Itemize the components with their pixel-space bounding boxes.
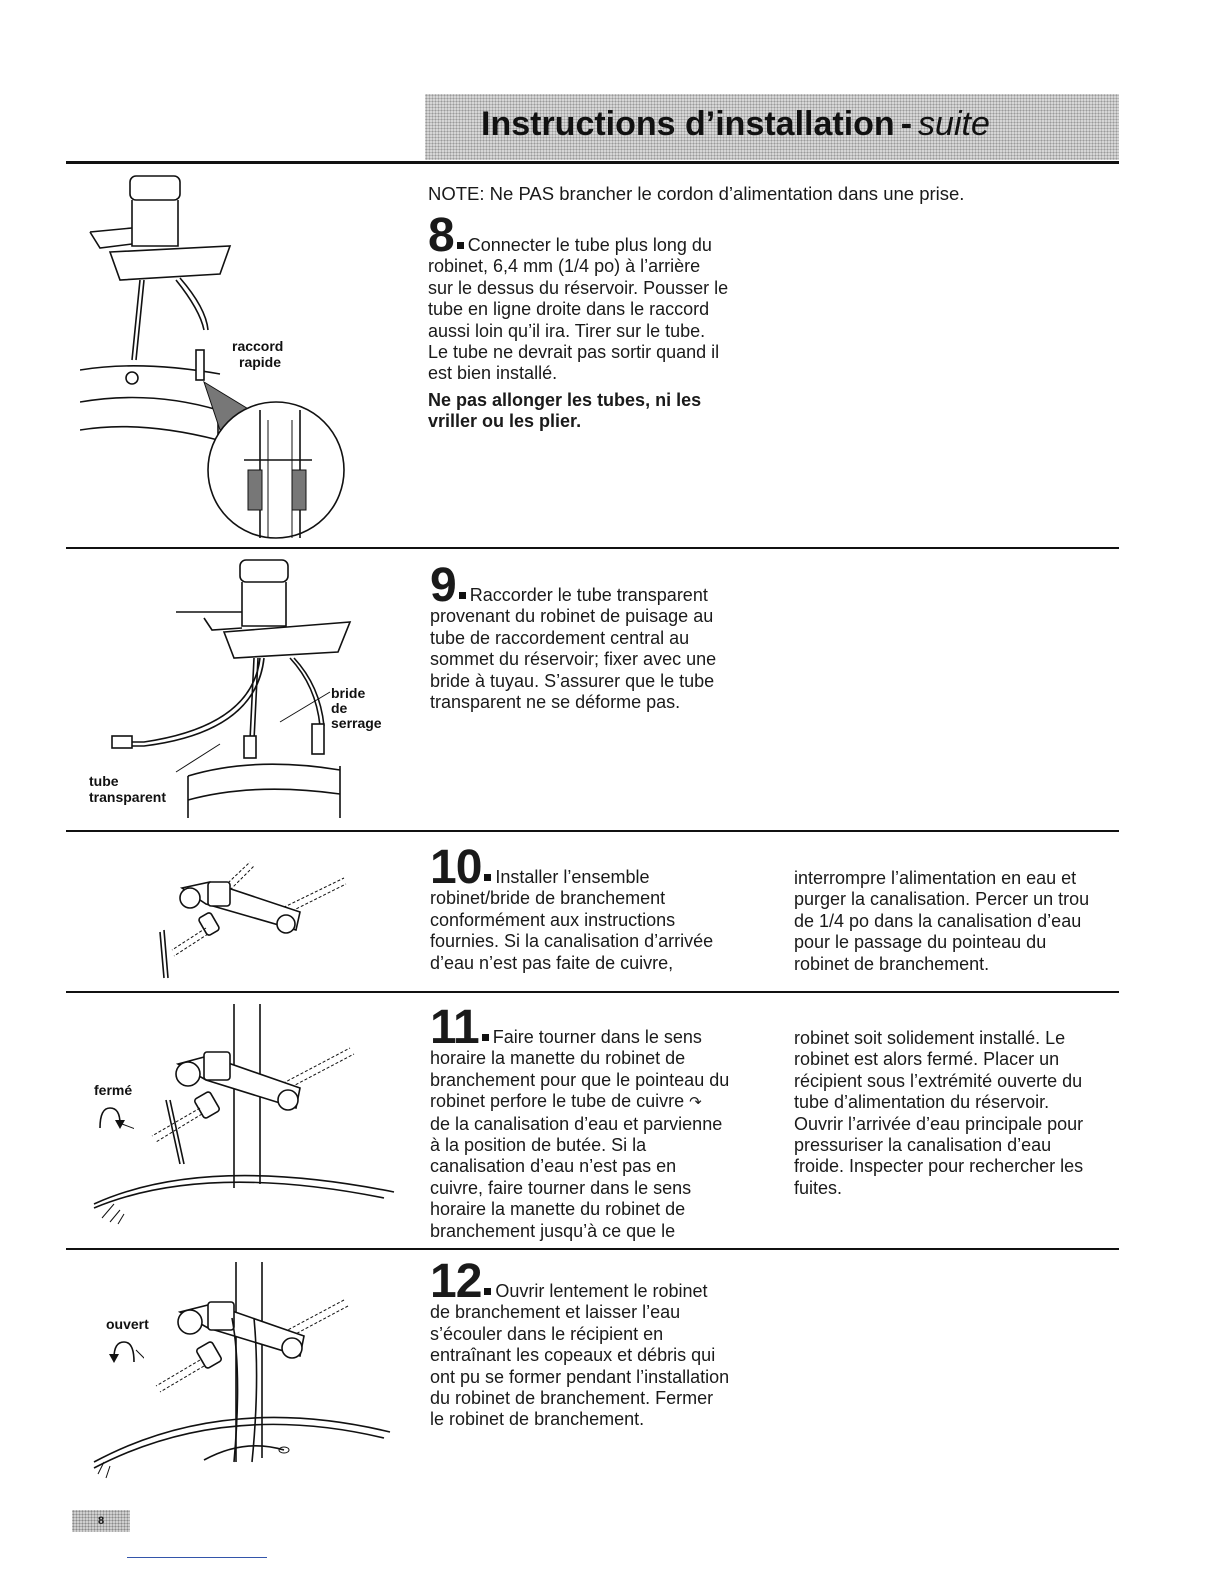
step-line: Connecter le tube plus long du bbox=[467, 235, 712, 255]
step-line: tube d’alimentation du réservoir. bbox=[794, 1092, 1050, 1113]
step-line: aussi loin qu’il ira. Tirer sur le tube. bbox=[428, 320, 706, 341]
step-line: tube de raccordement central au bbox=[430, 627, 690, 648]
clockwise-arrow-icon bbox=[94, 1102, 134, 1137]
step-line: Raccorder le tube transparent bbox=[469, 585, 708, 605]
step-line: récipient sous l’extrémité ouverte du bbox=[794, 1070, 1083, 1091]
step-line: provenant du robinet de puisage au bbox=[430, 606, 714, 627]
section-divider bbox=[66, 1248, 1119, 1250]
step-11-text-col1 bbox=[430, 1001, 790, 1242]
step-line: conformément aux instructions bbox=[430, 909, 676, 930]
note-text: NOTE: Ne PAS brancher le cordon d’alimentation dans une prise. bbox=[428, 183, 965, 204]
step-line: le robinet de branchement. bbox=[430, 1409, 645, 1430]
bullet-dot bbox=[484, 1288, 491, 1295]
step-line: est bien installé. bbox=[428, 363, 558, 384]
step-line: canalisation d’eau n’est pas en bbox=[430, 1156, 677, 1177]
bullet-dot bbox=[484, 874, 491, 881]
step-line: fuites. bbox=[794, 1177, 843, 1198]
step-line: Faire tourner dans le sens bbox=[492, 1027, 702, 1047]
bullet-dot bbox=[482, 1034, 489, 1041]
step-8-illustration bbox=[80, 170, 370, 555]
step-line: du robinet de branchement. Fermer bbox=[430, 1388, 714, 1409]
section-divider bbox=[66, 547, 1119, 549]
step-line: robinet de branchement. bbox=[794, 953, 990, 974]
step-line: purger la canalisation. Percer un trou bbox=[794, 889, 1090, 910]
step-line: de 1/4 po dans la canalisation d’eau bbox=[794, 910, 1082, 931]
step-12-text bbox=[430, 1255, 790, 1431]
step-line: branchement jusqu’à ce que le bbox=[430, 1220, 676, 1241]
step-10-text-col1 bbox=[430, 841, 790, 974]
step-line: entraînant les copeaux et débris qui bbox=[430, 1345, 716, 1366]
bullet-dot bbox=[457, 242, 464, 249]
step-line: pour le passage du pointeau du bbox=[794, 932, 1047, 953]
step-line: interrompre l’alimentation en eau et bbox=[794, 868, 1077, 888]
step-line: Installer l’ensemble bbox=[495, 867, 650, 887]
step-line: robinet est alors fermé. Placer un bbox=[794, 1049, 1060, 1070]
step-line: sur le dessus du réservoir. Pousser le bbox=[428, 277, 729, 298]
label-raccord: raccord bbox=[232, 338, 284, 354]
step-number: 11 bbox=[430, 1001, 479, 1054]
step-line: Ouvrir l’arrivée d’eau principale pour bbox=[794, 1113, 1084, 1134]
step-line: s’écouler dans le récipient en bbox=[430, 1323, 664, 1344]
step-line: robinet/bride de branchement bbox=[430, 888, 666, 909]
step-line: Ouvrir lentement le robinet bbox=[495, 1281, 708, 1301]
step-line: ont pu se former pendant l’installation bbox=[430, 1366, 730, 1387]
step-line: froide. Inspecter pour rechercher les bbox=[794, 1156, 1084, 1177]
label-rapide: rapide bbox=[239, 354, 282, 370]
step-9-text bbox=[430, 559, 790, 713]
step-line: tube en ligne droite dans le raccord bbox=[428, 299, 710, 320]
step-line: sommet du réservoir; fixer avec une bbox=[430, 649, 717, 670]
step-12-illustration bbox=[84, 1262, 404, 1499]
step-line: cuivre, faire tourner dans le sens bbox=[430, 1177, 692, 1198]
step-line: d’eau n’est pas faite de cuivre, bbox=[430, 952, 674, 973]
label-de: de bbox=[331, 700, 348, 716]
step-8-warning bbox=[428, 390, 788, 433]
step-10-text-col2 bbox=[794, 868, 1124, 975]
clockwise-arrow-icon: ↷ bbox=[689, 1094, 702, 1112]
step-line: fournies. Si la canalisation d’arrivée bbox=[430, 931, 714, 952]
step-10-illustration bbox=[150, 854, 350, 994]
step-number: 8 bbox=[428, 209, 454, 262]
step-8-text bbox=[428, 209, 788, 385]
section-divider bbox=[66, 991, 1119, 993]
title-text: Instructions d’installation bbox=[481, 105, 895, 143]
warning-line: vriller ou les plier. bbox=[428, 411, 582, 432]
page-number: 8 bbox=[72, 1510, 130, 1532]
label-bride: bride bbox=[331, 685, 366, 701]
label-serrage: serrage bbox=[331, 715, 382, 731]
section-divider bbox=[66, 161, 1119, 164]
step-line: branchement pour que le pointeau du bbox=[430, 1069, 730, 1090]
step-line: horaire la manette du robinet de bbox=[430, 1199, 686, 1220]
label-ferme: fermé bbox=[94, 1082, 133, 1098]
label-tube: tube bbox=[89, 773, 119, 789]
title-separator: - bbox=[900, 105, 913, 143]
step-11-text-col2 bbox=[794, 1028, 1124, 1199]
header-banner bbox=[425, 94, 1119, 160]
step-line: de branchement et laisser l’eau bbox=[430, 1302, 681, 1323]
step-line: robinet perfore le tube de cuivre bbox=[430, 1091, 685, 1112]
step-line: de la canalisation d’eau et parvienne bbox=[430, 1113, 723, 1134]
step-number: 9 bbox=[430, 559, 456, 612]
step-number: 12 bbox=[430, 1255, 482, 1308]
footer-line bbox=[127, 1557, 267, 1558]
label-ouvert: ouvert bbox=[106, 1316, 149, 1332]
section-divider bbox=[66, 830, 1119, 832]
step-line: robinet soit solidement installé. Le bbox=[794, 1028, 1066, 1048]
counterclockwise-arrow-icon bbox=[104, 1336, 144, 1371]
page-title bbox=[481, 105, 990, 144]
step-line: robinet, 6,4 mm (1/4 po) à l’arrière bbox=[428, 256, 701, 277]
step-line: pressuriser la canalisation d’eau bbox=[794, 1135, 1052, 1156]
step-line: transparent ne se déforme pas. bbox=[430, 692, 681, 713]
warning-line: Ne pas allonger les tubes, ni les bbox=[428, 390, 702, 410]
step-line: Le tube ne devrait pas sortir quand il bbox=[428, 342, 720, 363]
bullet-dot bbox=[459, 592, 466, 599]
step-line: bride à tuyau. S’assurer que le tube bbox=[430, 670, 715, 691]
step-line: à la position de butée. Si la bbox=[430, 1135, 647, 1156]
title-suite: suite bbox=[918, 105, 990, 143]
label-transparent: transparent bbox=[89, 789, 167, 805]
step-line: horaire la manette du robinet de bbox=[430, 1048, 686, 1069]
step-number: 10 bbox=[430, 841, 482, 894]
